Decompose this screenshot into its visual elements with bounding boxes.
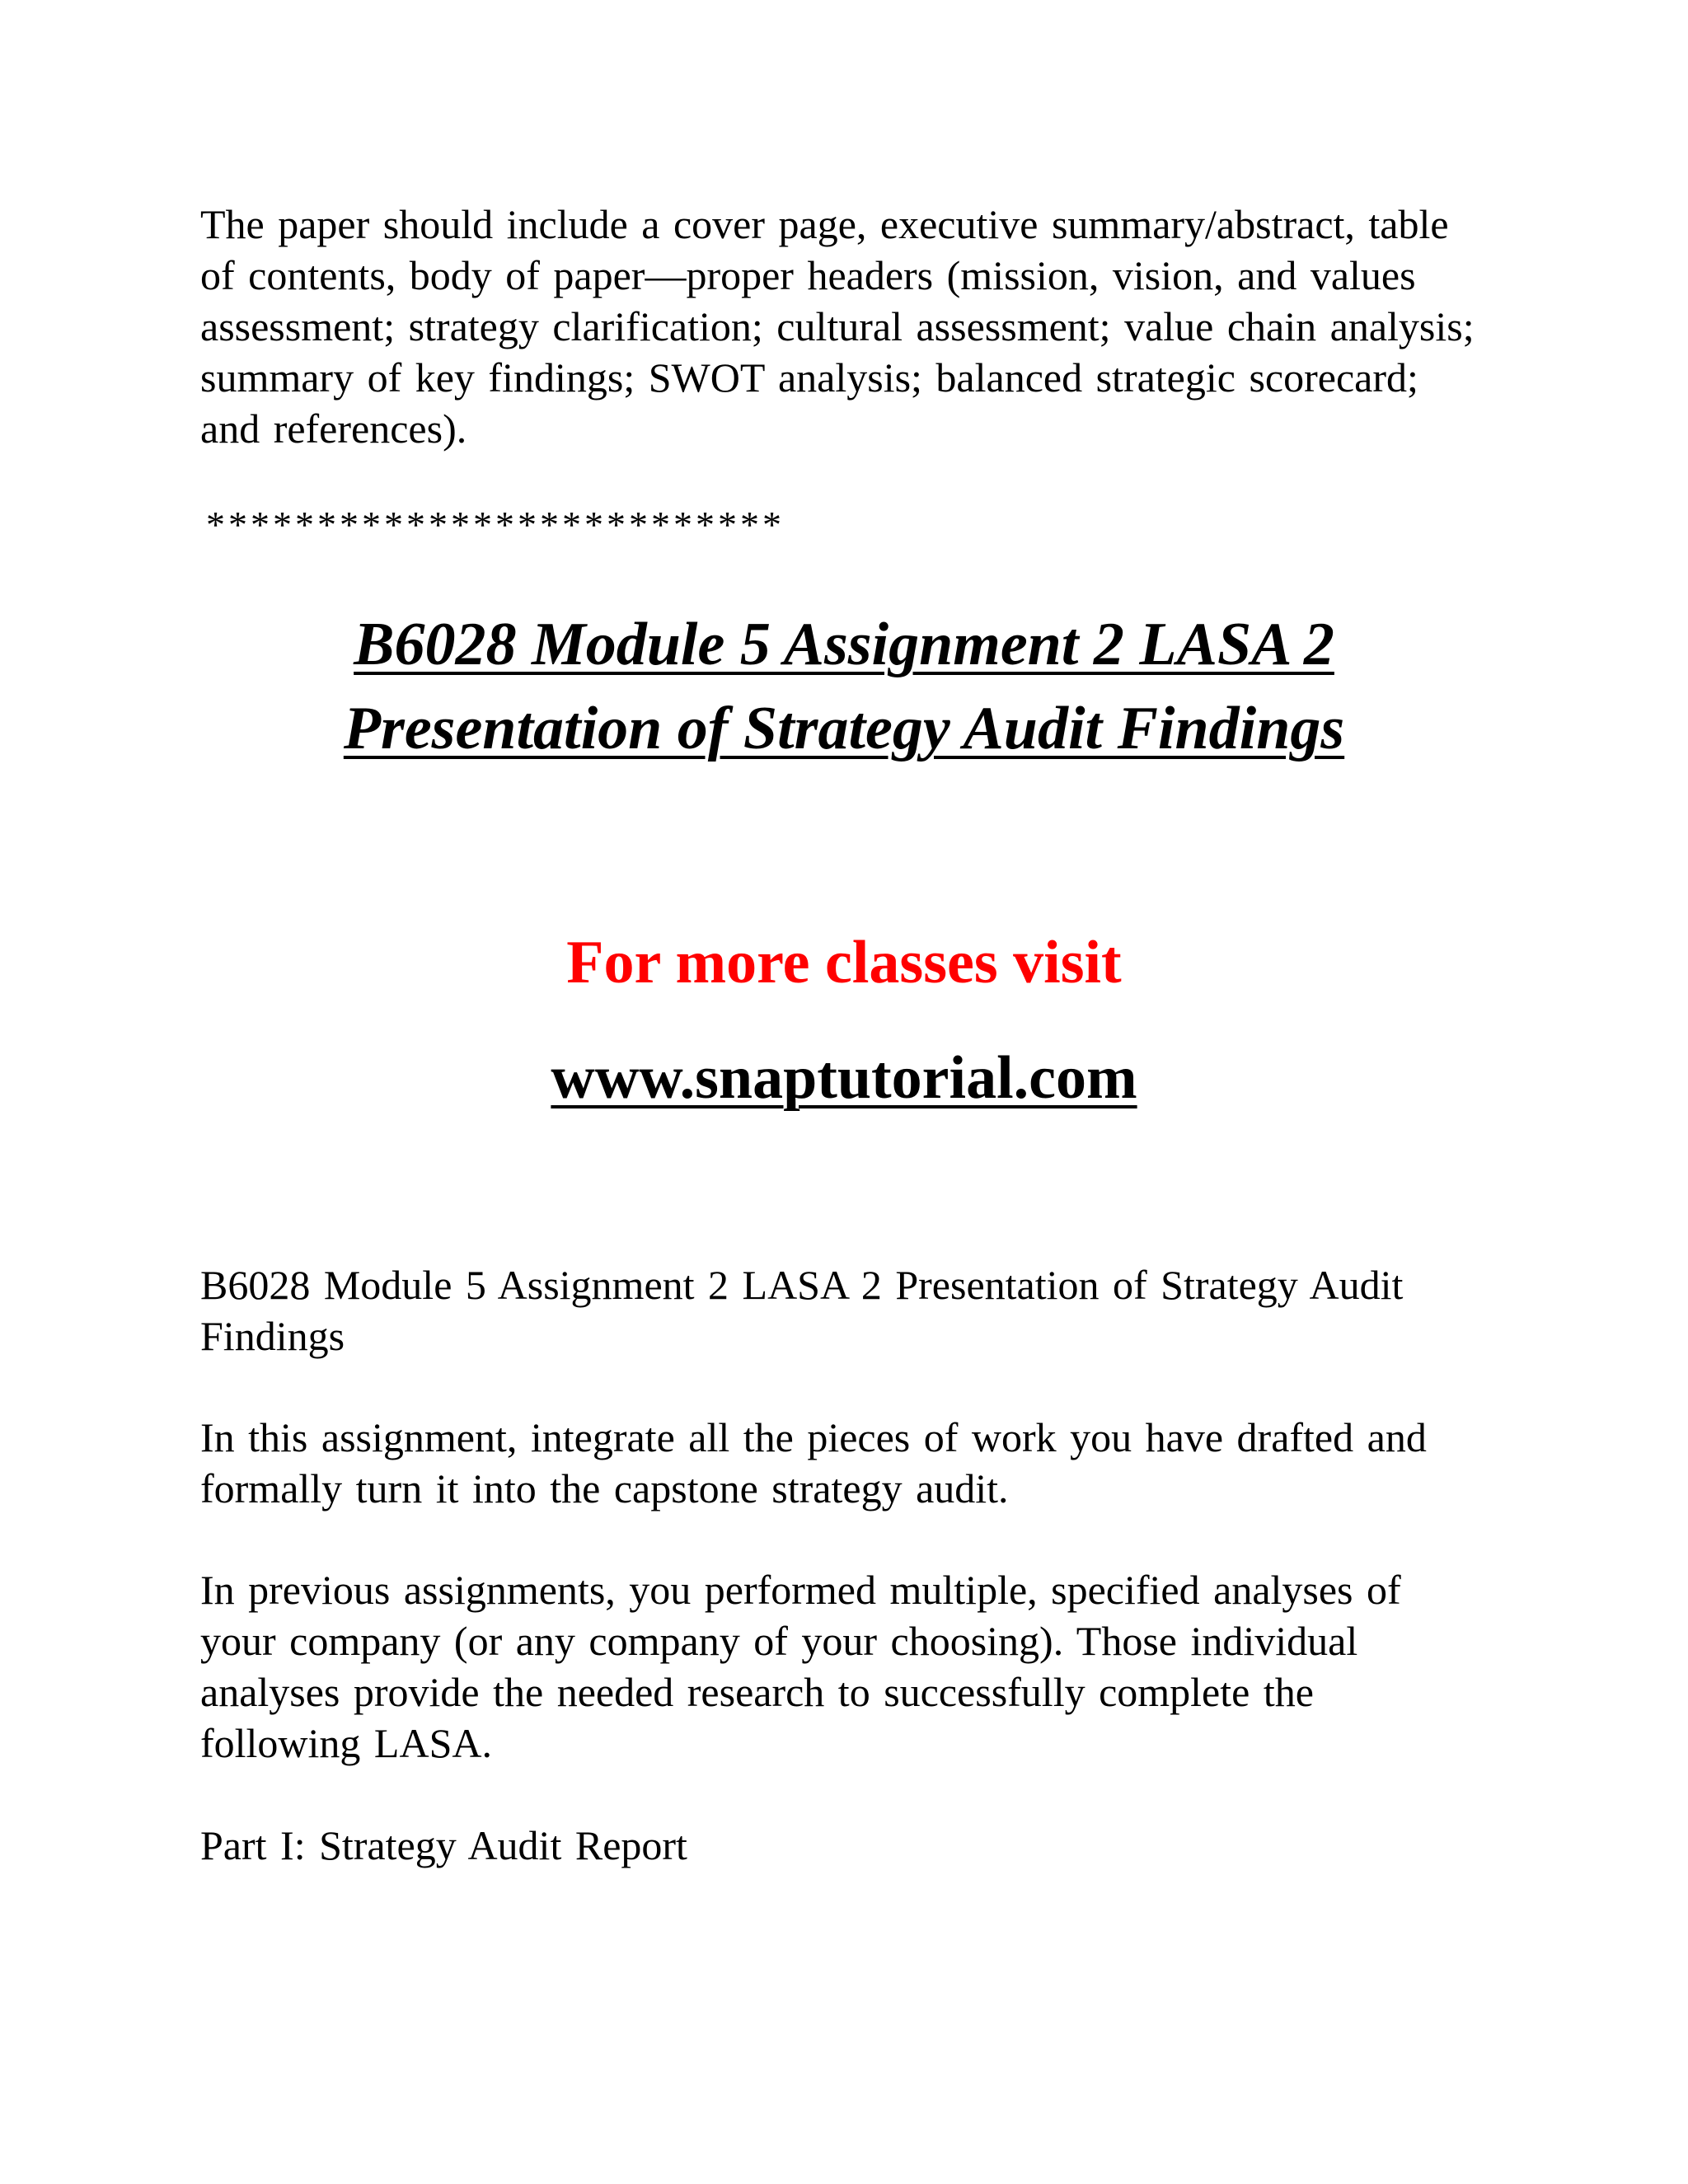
previous-assignments-paragraph: In previous assignments, you performed multiple, specified analyses of your company (or any company of your choosing). Those individual analyses provide the needed research to successfully complete the following LASA. bbox=[200, 1567, 1401, 1766]
title-paragraph: B6028 Module 5 Assignment 2 LASA 2 Presentation of Strategy Audit Findings bbox=[200, 1262, 1404, 1359]
document-heading-line-1: B6028 Module 5 Assignment 2 LASA 2 bbox=[354, 611, 1334, 678]
promo-text: For more classes visit bbox=[566, 929, 1122, 996]
intro-paragraph: The paper should include a cover page, executive summary/abstract, table of contents, body of paper—proper headers (mission, vision, and values assessment; strategy clarification; cultural assessment; value chain analysis; summary of key findings; SWOT analysis; balanced strategic scorecard; and references). bbox=[200, 201, 1475, 452]
separator-line: ************************** bbox=[206, 504, 785, 546]
website-link[interactable]: www.snaptutorial.com bbox=[551, 1044, 1137, 1112]
part-heading: Part I: Strategy Audit Report bbox=[200, 1822, 687, 1868]
document-heading-line-2: Presentation of Strategy Audit Findings bbox=[343, 695, 1345, 762]
assignment-paragraph: In this assignment, integrate all the pieces of work you have drafted and formally turn it into the capstone strategy audit. bbox=[200, 1414, 1427, 1511]
